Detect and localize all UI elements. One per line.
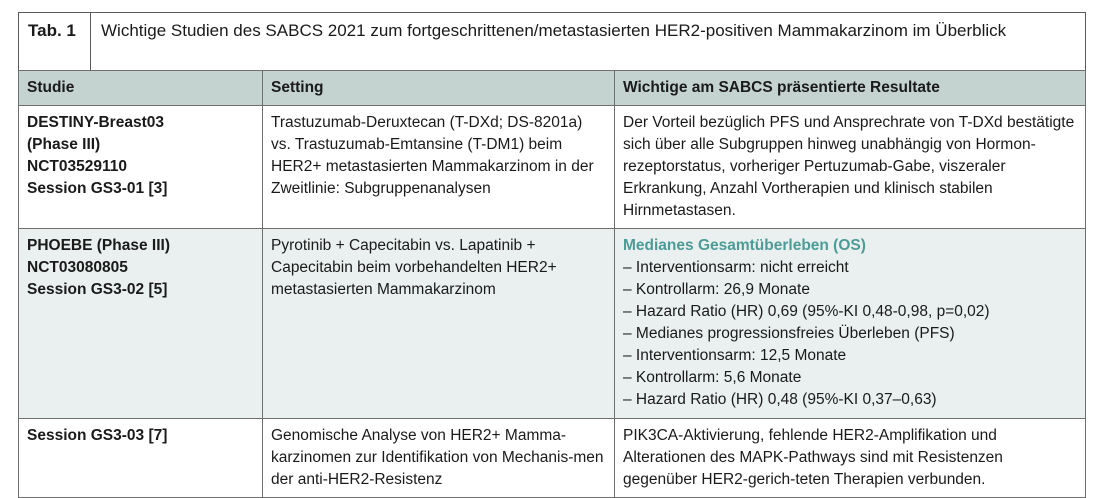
studies-table: [18, 70, 1086, 498]
table-row: [19, 419, 1086, 498]
results-cell: PIK3CA-Aktivierung, fehlende HER2-Amplifikation und Alterationen des MAPK-Pathways sind mit Resistenzen gegenüber HER2-gerich-teten Therapien verbunden.: [615, 419, 1086, 498]
setting-cell: Trastuzumab-Deruxtecan (T-DXd; DS-8201a) vs. Trastuzumab-Emtansine (T-DM1) beim HER2+ metastasierten Mammakarzinom in der Zweitlinie: Subgruppenanalysen: [263, 106, 615, 229]
study-line: Session GS3-02 [5]: [27, 281, 168, 298]
result-line: – Hazard Ratio (HR) 0,48 (95%-KI 0,37–0,63): [623, 391, 937, 408]
study-cell: [19, 229, 263, 419]
result-line: – Kontrollarm: 26,9 Monate: [623, 281, 810, 298]
table-container: [18, 12, 1086, 498]
setting-cell: Genomische Analyse von HER2+ Mamma-karzinomen zur Identifikation von Mechanis-men der anti-HER2-Resistenz: [263, 419, 615, 498]
results-cell: [615, 229, 1086, 419]
result-line: – Medianes progressionsfreies Überleben (PFS): [623, 325, 955, 342]
study-cell: [19, 419, 263, 498]
table-title: Wichtige Studien des SABCS 2021 zum fortgeschrittenen/metastasierten HER2-positiven Mammakarzinom im Überblick: [101, 21, 1007, 40]
study-line: Session GS3-01 [3]: [27, 180, 168, 197]
result-line: – Interventionsarm: 12,5 Monate: [623, 347, 847, 364]
study-line: PHOEBE (Phase III): [27, 237, 170, 254]
result-line: – Kontrollarm: 5,6 Monate: [623, 369, 802, 386]
table-caption: [18, 12, 1086, 70]
header-study: Studie: [19, 71, 263, 106]
table-number: Tab. 1: [19, 13, 91, 70]
result-line: – Interventionsarm: nicht erreicht: [623, 259, 849, 276]
study-line: Session GS3-03 [7]: [27, 427, 168, 444]
study-line: NCT03080805: [27, 259, 128, 276]
header-results: Wichtige am SABCS präsentierte Resultate: [615, 71, 1086, 106]
study-cell: [19, 106, 263, 229]
header-setting: Setting: [263, 71, 615, 106]
study-line: (Phase III): [27, 136, 101, 153]
table-row: [19, 106, 1086, 229]
study-line: DESTINY-Breast03: [27, 114, 164, 131]
study-line: NCT03529110: [27, 158, 127, 175]
results-cell: Der Vorteil bezüglich PFS und Ansprechrate von T-DXd bestätigte sich über alle Subgruppen hinweg unabhängig von Hormon-rezeptorstatus, vorheriger Pertuzumab-Gabe, viszeraler Erkrankung, Anzahl Vortherapien und klinisch stabilen Hirnmetastasen.: [615, 106, 1086, 229]
setting-cell: Pyrotinib + Capecitabin vs. Lapatinib + Capecitabin beim vorbehandelten HER2+ metastasierten Mammakarzinom: [263, 229, 615, 419]
result-line: – Hazard Ratio (HR) 0,69 (95%-KI 0,48-0,98, p=0,02): [623, 303, 990, 320]
header-row: [19, 71, 1086, 106]
results-heading: Medianes Gesamtüberleben (OS): [623, 237, 866, 254]
table-row: [19, 229, 1086, 419]
